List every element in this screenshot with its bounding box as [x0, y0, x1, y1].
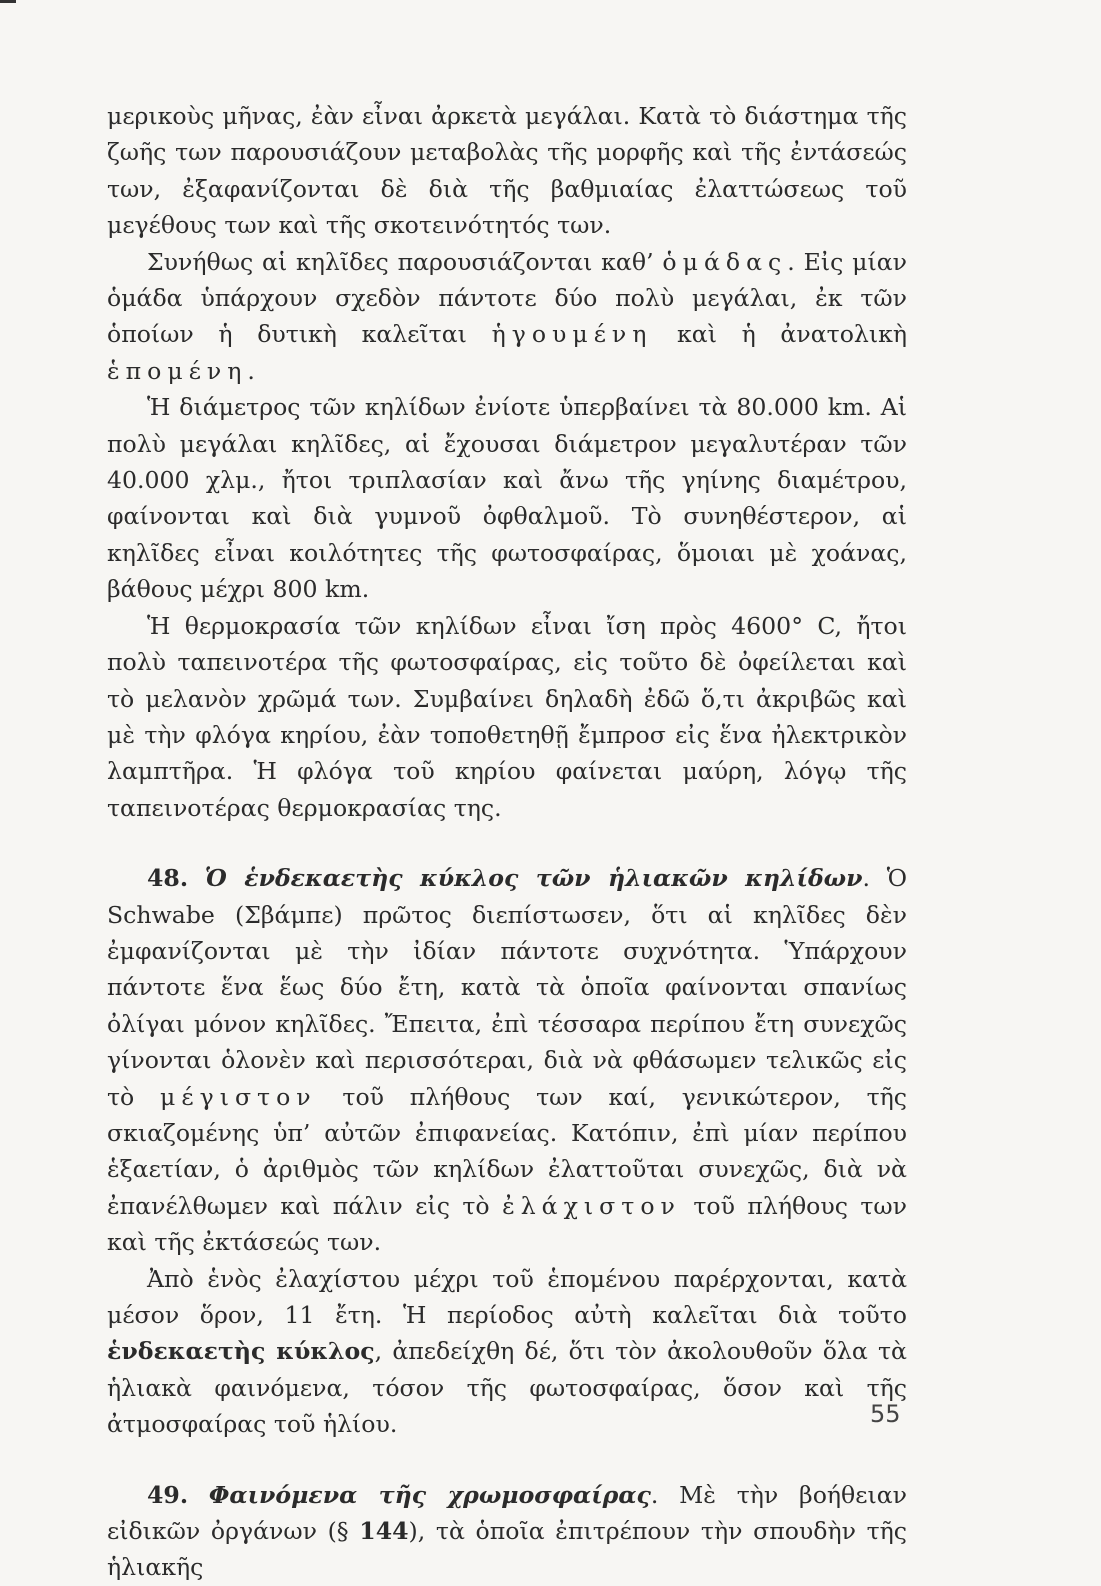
section-number: 48.	[147, 864, 189, 893]
paragraph-6	[107, 1261, 907, 1443]
text-run: καὶ ἡ ἀνατολικὴ	[652, 320, 907, 349]
text-run: . Μὲ τὴν βοήθειαν εἰδικῶν ὀργάνων (§	[107, 1480, 907, 1546]
paragraph-1: μερικοὺς μῆνας, ἐὰν εἶναι ἀρκετὰ μεγάλαι. Κατὰ τὸ διάστημα τῆς ζωῆς των παρουσιάζουν μεταβολὰς τῆς μορφῆς καὶ τῆς ἐντάσεώς των, ἐξαφανίζονται δὲ διὰ τῆς βαθμιαίας ἐλαττώσεως τοῦ μεγέθους των καὶ τῆς σκοτεινότητός των.	[107, 102, 907, 240]
section-title: Φαινόμενα τῆς χρωμοσφαίρας	[208, 1480, 651, 1509]
section-49	[107, 1477, 907, 1586]
spaced-term: ἑπομένη	[107, 356, 248, 385]
text-run: ), τὰ ὁποῖα ἐπιτρέπουν τὴν σπουδὴν τῆς ἡλιακῆς	[107, 1517, 908, 1582]
section-48	[107, 860, 907, 1260]
spaced-term: ἡγουμένη	[491, 320, 653, 349]
section-title: Ὁ ἑνδεκαετὴς κύκλος τῶν ἡλιακῶν κηλίδων	[204, 864, 863, 893]
scan-mark	[0, 0, 16, 3]
page-body	[107, 98, 907, 1586]
text-run: Ἀπὸ ἑνὸς ἐλαχίστου μέχρι τοῦ ἑπομένου παρέρχονται, κατὰ μέσον ὅρον, 11 ἔτη. Ἡ περίοδος αὐτὴ καλεῖται διὰ τοῦτο	[107, 1264, 907, 1329]
paragraph-2	[107, 244, 907, 390]
bold-term: ἑνδεκαετὴς κύκλος	[107, 1337, 375, 1366]
section-number: 49.	[147, 1480, 189, 1509]
text-run: τοῦ πλήθους των καί, γενικώτερον, τῆς σκιαζομένης ὑπ’ αὐτῶν ἐπιφανείας. Κατόπιν, ἐπὶ μίαν περίπου ἑξαετίαν, ὁ ἀριθμὸς τῶν κηλίδων ἐλαττοῦται συνεχῶς, διὰ νὰ ἐπανέλθωμεν καὶ πάλιν εἰς τὸ	[107, 1082, 907, 1220]
text-run: Συνήθως αἱ κηλῖδες παρουσιάζονται καθ’	[147, 247, 663, 276]
text-run: .	[247, 356, 255, 385]
text-run: , ἀπεδείχθη δέ, ὅτι τὸν ἀκολουθοῦν ὅλα τὰ ἡλιακὰ φαινόμενα, τόσον τῆς φωτοσφαίρας, ὅσον καὶ τῆς ἀτμοσφαίρας τοῦ ἡλίου.	[107, 1337, 907, 1439]
section-reference: 144	[359, 1517, 409, 1546]
spaced-term: ὁμάδας	[662, 247, 788, 276]
paragraph-3: Ἡ διάμετρος τῶν κηλίδων ἐνίοτε ὑπερβαίνει τὰ 80.000 km. Αἱ πολὺ μεγάλαι κηλῖδες, αἱ ἔχουσαι διάμετρον μεγαλυτέραν τῶν 40.000 χλμ., ἤτοι τριπλασίαν καὶ ἄνω τῆς γηίνης διαμέτρου, φαίνονται καὶ διὰ γυμνοῦ ὀφθαλμοῦ. Τὸ συνηθέστερον, αἱ κηλῖδες εἶναι κοιλότητες τῆς φωτοσφαίρας, ὅμοιαι μὲ χοάνας, βάθους μέχρι 800 km.	[107, 393, 907, 604]
paragraph-4: Ἡ θερμοκρασία τῶν κηλίδων εἶναι ἴση πρὸς 4600° C, ἤτοι πολὺ ταπεινοτέρα τῆς φωτοσφαίρας, εἰς τοῦτο δὲ ὀφείλεται καὶ τὸ μελανὸν χρῶμά των. Συμβαίνει δηλαδὴ ἐδῶ ὅ,τι ἀκριβῶς καὶ μὲ τὴν φλόγα κηρίου, ἐὰν τοποθετηθῇ ἔμπροσ εἰς ἕνα ἠλεκτρικὸν λαμπτῆρα. Ἡ φλόγα τοῦ κηρίου φαίνεται μαύρη, λόγῳ τῆς ταπεινοτέρας θερμοκρασίας της.	[107, 611, 907, 822]
text-run: . Ὁ Schwabe (Σβάμπε) πρῶτος διεπίστωσεν, ὅτι αἱ κηλῖδες δὲν ἐμφανίζονται μὲ τὴν ἰδίαν πάντοτε συχνότητα. Ὑπάρχουν πάντοτε ἕνα ἕως δύο ἔτη, κατὰ τὰ ὁποῖα φαίνονται σπανίως ὀλίγαι μόνον κηλῖδες. Ἔπειτα, ἐπὶ τέσσαρα περίπου ἔτη συνεχῶς γίνονται ὁλονὲν καὶ περισσότεραι, διὰ νὰ φθάσωμεν τελικῶς εἰς τὸ	[107, 864, 907, 1111]
text-run: τοῦ πλήθους των καὶ τῆς ἐκτάσεώς των.	[107, 1191, 908, 1257]
spaced-term: μέγιστον	[160, 1082, 317, 1111]
text-run: . Εἰς μίαν ὁμάδα ὑπάρχουν σχεδὸν πάντοτε δύο πολὺ μεγάλαι, ἐκ τῶν ὁποίων ἡ δυτικὴ καλεῖται	[107, 247, 907, 349]
page-number: 55	[870, 1400, 901, 1428]
spaced-term: ἐλάχιστον	[502, 1191, 681, 1220]
